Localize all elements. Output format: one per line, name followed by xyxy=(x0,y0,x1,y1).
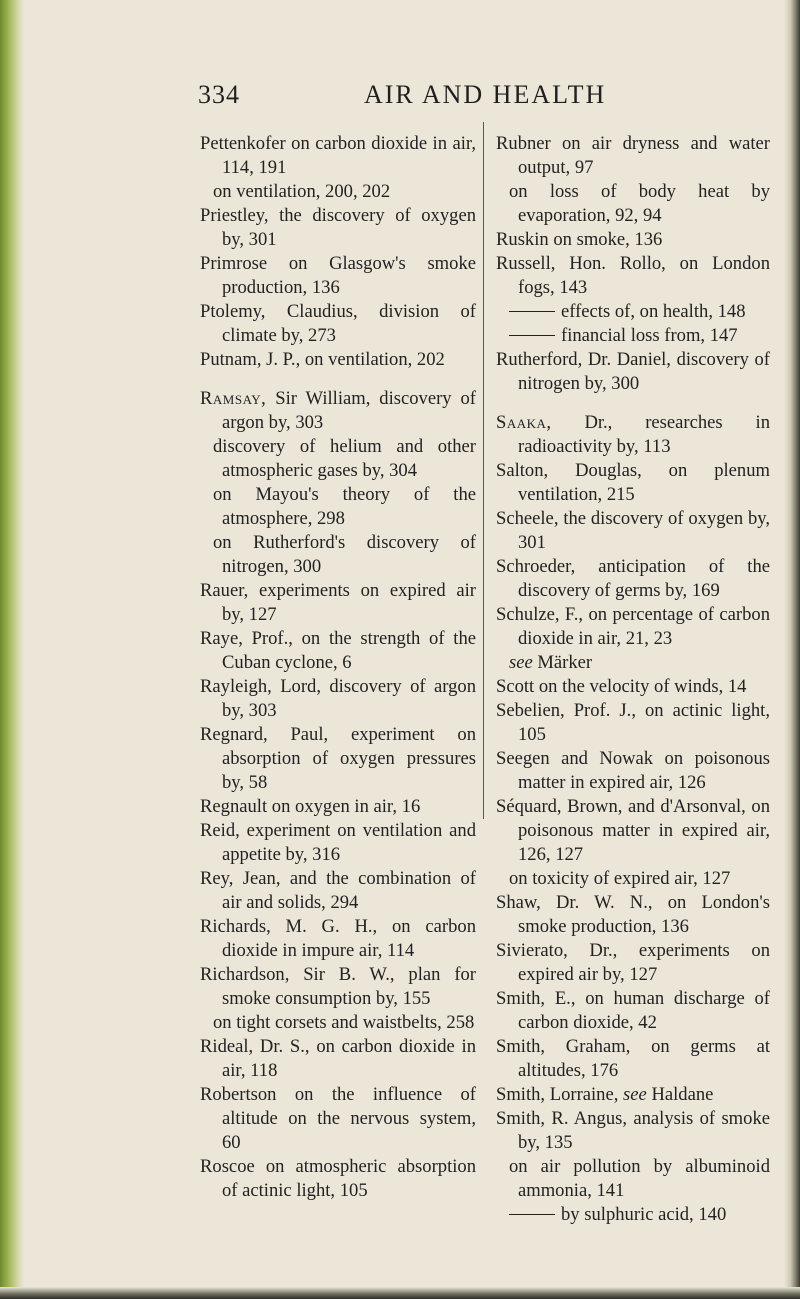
index-entry xyxy=(200,819,476,867)
entry-text: Rauer, experiments on expired air by, 127 xyxy=(200,580,476,625)
index-entry xyxy=(496,1083,770,1107)
index-entry xyxy=(200,867,476,915)
index-entry xyxy=(200,1155,476,1203)
index-entry xyxy=(496,1035,770,1083)
entry-text: Rubner on air dryness and water output, 97 xyxy=(496,133,770,178)
entry-text: Smith, E., on human discharge of carbon dioxide, 42 xyxy=(496,988,770,1033)
entry-text: Rey, Jean, and the combination of air and solids, 294 xyxy=(200,868,476,913)
entry-text: Sir William, discovery of argon by, 303 xyxy=(222,388,476,433)
index-entry xyxy=(496,252,770,300)
index-entry xyxy=(200,795,476,819)
entry-text: Schroeder, anticipation of the discovery of germs by, 169 xyxy=(496,556,770,601)
letter-section-head: Saaka, xyxy=(496,412,552,433)
entry-text: Smith, Lorraine, xyxy=(496,1084,624,1105)
entry-text: Reid, experiment on ventilation and appetite by, 316 xyxy=(200,820,476,865)
index-entry xyxy=(200,348,476,372)
entry-text: effects of, on health, 148 xyxy=(561,301,746,322)
index-entry xyxy=(496,675,770,699)
entry-text: on Mayou's theory of the atmosphere, 298 xyxy=(213,484,476,529)
index-entry xyxy=(496,348,770,396)
entry-text: Primrose on Glasgow's smoke production, 136 xyxy=(200,253,476,298)
index-entry xyxy=(496,228,770,252)
index-entry xyxy=(496,891,770,939)
index-entry xyxy=(200,1035,476,1083)
page-number: 334 xyxy=(198,80,240,109)
entry-text: Smith, R. Angus, analysis of smoke by, 135 xyxy=(496,1108,770,1153)
entry-text: on toxicity of expired air, 127 xyxy=(509,868,731,889)
entry-text: financial loss from, 147 xyxy=(561,325,738,346)
book-spine-left-edge xyxy=(0,0,24,1299)
index-entry xyxy=(200,1011,476,1035)
index-entry xyxy=(496,411,770,459)
entry-text: Priestley, the discovery of oxygen by, 301 xyxy=(200,205,476,250)
entry-text: Raye, Prof., on the strength of the Cuban cyclone, 6 xyxy=(200,628,476,673)
index-entry xyxy=(496,603,770,651)
entry-text: by sulphuric acid, 140 xyxy=(561,1204,727,1225)
index-entry xyxy=(200,300,476,348)
running-head: AIR AND HEALTH xyxy=(364,80,607,109)
index-entry xyxy=(200,915,476,963)
entry-text: Robertson on the influence of altitude on the nervous system, 60 xyxy=(200,1084,476,1153)
entry-text: Roscoe on atmospheric absorption of actinic light, 105 xyxy=(200,1156,476,1201)
index-entry xyxy=(496,987,770,1035)
index-entry xyxy=(496,507,770,555)
ditto-dash xyxy=(509,335,555,336)
index-entry xyxy=(496,180,770,228)
letter-section-head: Ramsay, xyxy=(200,388,267,409)
index-entry xyxy=(496,555,770,603)
entry-text: Seegen and Nowak on poisonous matter in expired air, 126 xyxy=(496,748,770,793)
index-entry xyxy=(200,252,476,300)
entry-text: on loss of body heat by evaporation, 92, 94 xyxy=(509,181,770,226)
index-entry xyxy=(200,387,476,435)
entry-text: Russell, Hon. Rollo, on London fogs, 143 xyxy=(496,253,770,298)
entry-text: Pettenkofer on carbon dioxide in air, 114, 191 xyxy=(200,133,476,178)
index-entry xyxy=(200,675,476,723)
page-bottom-edge xyxy=(0,1287,800,1299)
index-entry xyxy=(496,459,770,507)
index-entry xyxy=(496,867,770,891)
index-entry xyxy=(200,579,476,627)
index-column-right xyxy=(496,132,770,1227)
entry-text: Salton, Douglas, on plenum ventilation, 215 xyxy=(496,460,770,505)
entry-text: Richards, M. G. H., on carbon dioxide in impure air, 114 xyxy=(200,916,476,961)
entry-text: Shaw, Dr. W. N., on London's smoke production, 136 xyxy=(496,892,770,937)
entry-text: Märker xyxy=(532,652,593,673)
index-entry xyxy=(496,1203,770,1227)
entry-text: Rutherford, Dr. Daniel, discovery of nitrogen by, 300 xyxy=(496,349,770,394)
page-right-edge xyxy=(784,0,800,1299)
index-entry xyxy=(496,747,770,795)
entry-text: on Rutherford's discovery of nitrogen, 300 xyxy=(213,532,476,577)
index-entry xyxy=(496,1155,770,1203)
entry-text: Rideal, Dr. S., on carbon dioxide in air, 118 xyxy=(200,1036,476,1081)
ditto-dash xyxy=(509,311,555,312)
entry-text: Sebelien, Prof. J., on actinic light, 105 xyxy=(496,700,770,745)
index-entry xyxy=(496,699,770,747)
entry-text: Scott on the velocity of winds, 14 xyxy=(496,676,747,697)
index-entry xyxy=(496,1107,770,1155)
index-entry xyxy=(200,531,476,579)
entry-tail: Haldane xyxy=(646,1084,714,1105)
entry-text: Smith, Graham, on germs at altitudes, 176 xyxy=(496,1036,770,1081)
index-entry xyxy=(200,435,476,483)
entry-text: Scheele, the discovery of oxygen by, 301 xyxy=(496,508,770,553)
index-entry xyxy=(200,132,476,180)
index-entry xyxy=(496,651,770,675)
entry-text: Putnam, J. P., on ventilation, 202 xyxy=(200,349,445,370)
index-entry xyxy=(200,483,476,531)
index-entry xyxy=(200,180,476,204)
index-entry xyxy=(496,132,770,180)
entry-text: Séquard, Brown, and d'Arsonval, on poisonous matter in expired air, 126, 127 xyxy=(496,796,770,865)
index-entry xyxy=(496,324,770,348)
index-entry xyxy=(200,204,476,252)
column-divider xyxy=(483,122,484,819)
entry-text: Regnault on oxygen in air, 16 xyxy=(200,796,421,817)
index-entry xyxy=(200,627,476,675)
index-column-left xyxy=(200,132,476,1203)
index-entry xyxy=(496,939,770,987)
entry-text: Richardson, Sir B. W., plan for smoke consumption by, 155 xyxy=(200,964,476,1009)
entry-text: Rayleigh, Lord, discovery of argon by, 303 xyxy=(200,676,476,721)
index-entry xyxy=(200,1083,476,1155)
entry-text: Dr., researches in radioactivity by, 113 xyxy=(518,412,770,457)
entry-text: on air pollution by albuminoid ammonia, 141 xyxy=(509,1156,770,1201)
see-reference: see xyxy=(623,1084,647,1105)
entry-text: on ventilation, 200, 202 xyxy=(213,181,391,202)
ditto-dash xyxy=(509,1214,555,1215)
index-entry xyxy=(200,963,476,1011)
entry-text: Ruskin on smoke, 136 xyxy=(496,229,663,250)
entry-text: on tight corsets and waistbelts, 258 xyxy=(213,1012,475,1033)
index-entry xyxy=(496,300,770,324)
entry-text: Ptolemy, Claudius, division of climate by, 273 xyxy=(200,301,476,346)
index-entry xyxy=(496,795,770,867)
see-reference: see xyxy=(509,652,533,673)
index-entry xyxy=(200,723,476,795)
page-header xyxy=(198,80,638,116)
entry-text: Regnard, Paul, experiment on absorption of oxygen pressures by, 58 xyxy=(200,724,476,793)
entry-text: Schulze, F., on percentage of carbon dioxide in air, 21, 23 xyxy=(496,604,770,649)
entry-text: Sivierato, Dr., experiments on expired air by, 127 xyxy=(496,940,770,985)
entry-text: discovery of helium and other atmospheric gases by, 304 xyxy=(213,436,476,481)
